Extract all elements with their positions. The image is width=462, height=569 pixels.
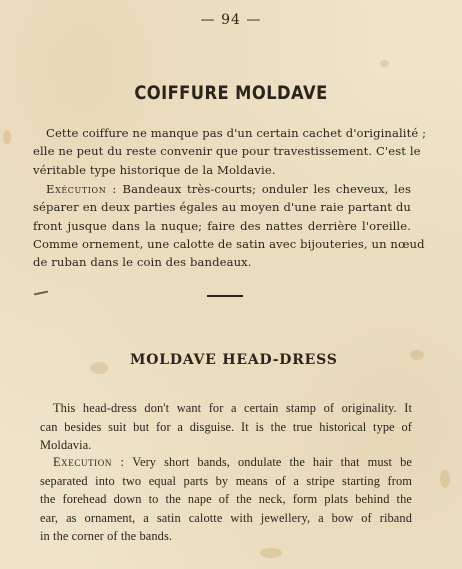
section-divider [207,295,243,297]
english-execution-paragraph [40,453,412,546]
english-title: MOLDAVE HEAD-DRESS [130,352,338,368]
text-line: can besides suit but for a disguise. It is the true historical type of [40,419,412,434]
execution-label: Execution : [53,455,125,469]
foxing-spot [260,548,282,558]
text-line [40,453,412,472]
text-line: Moldavia. [40,438,92,452]
foxing-spot [3,130,11,144]
text-line: This head-dress don't want for a certain stamp of originality. It [53,401,412,415]
text-line: the forehead down to the nape of the neck, form plats behind the [40,492,412,506]
text-line: séparer en deux parties égales au moyen d'une raie partant du [33,200,411,215]
text-line: elle ne peut du reste convenir que pour travestissement. C'est le [33,144,421,159]
foxing-spot [440,470,450,488]
foxing-spot [90,362,108,374]
text-line: ear, as ornament, a satin calotte with jewellery, a bow of riband [40,510,412,525]
text-line: Comme ornement, une calotte de satin avec bijouteries, un nœud [33,236,425,251]
french-title: COIFFURE MOLDAVE [134,82,328,104]
text-line: in the corner of the bands. [40,529,173,543]
text-line: de ruban dans le coin des bandeaux. [33,255,252,270]
text-line: front jusque dans la nuque; faire des nattes derrière l'oreille. [33,218,411,233]
foxing-spot [380,60,389,67]
page-number: — 94 — [200,12,262,28]
text-line-rest: Very short bands, ondulate the hair that must be [124,455,412,469]
text-line: Cette coiffure ne manque pas d'un certain cachet d'originalité ; [46,126,427,140]
text-line-rest: Bandeaux très-courts; onduler les cheveux, les [116,182,412,196]
french-intro-paragraph [33,124,427,179]
text-line: véritable type historique de la Moldavie. [33,162,276,177]
text-line [33,180,411,198]
english-intro-paragraph [40,399,412,455]
text-line: separated into two equal parts by means of a stripe starting from [40,473,412,488]
ink-mark [34,291,48,296]
french-execution-paragraph [33,180,425,271]
execution-label: Exécution : [46,182,117,196]
foxing-spot [410,350,424,360]
